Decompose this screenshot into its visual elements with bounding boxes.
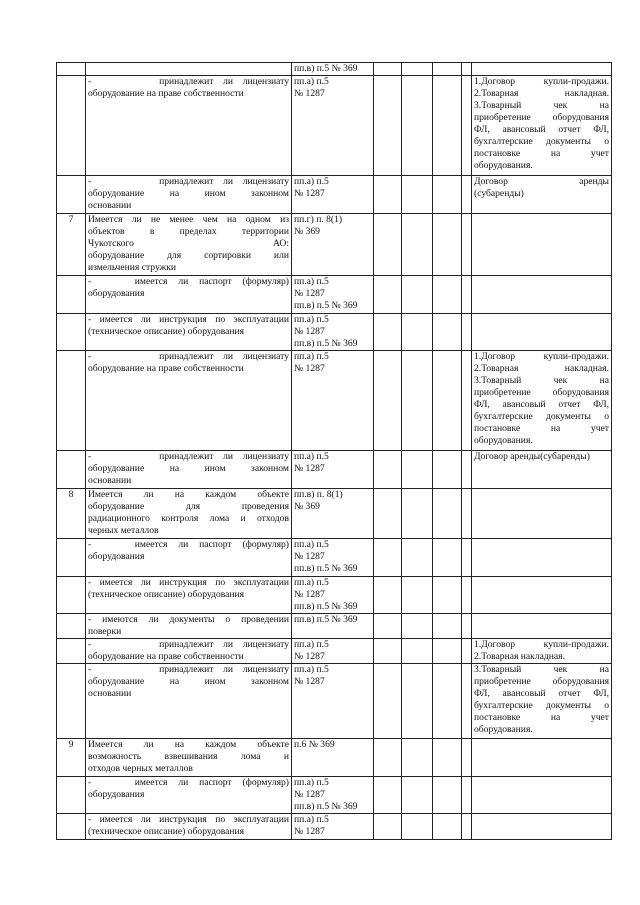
reference-cell-line: пп.а) п.5 bbox=[294, 351, 329, 362]
reference-cell bbox=[292, 739, 374, 777]
question-cell-line: Имеется ли на каждом объекте bbox=[88, 489, 289, 500]
answer-no-cell bbox=[402, 614, 433, 639]
spacer-cell bbox=[462, 639, 472, 664]
spacer-cell bbox=[462, 314, 472, 351]
documents-cell bbox=[472, 76, 612, 176]
table-row bbox=[57, 214, 612, 276]
reference-cell bbox=[292, 577, 374, 614]
item-number bbox=[57, 276, 86, 314]
question-cell-line: оборудование на праве собственности bbox=[88, 88, 244, 99]
spacer-cell bbox=[462, 739, 472, 777]
answer-yes-cell bbox=[374, 664, 402, 739]
reference-cell-line: пп.в) п. 8(1) bbox=[294, 489, 343, 500]
spacer-cell bbox=[462, 539, 472, 577]
answer-na-cell bbox=[433, 664, 462, 739]
answer-yes-cell bbox=[374, 489, 402, 539]
answer-na-cell bbox=[433, 777, 462, 814]
checklist-body bbox=[57, 63, 612, 840]
spacer-cell bbox=[462, 451, 472, 489]
reference-cell-line: № 1287 bbox=[294, 363, 325, 374]
reference-cell-line: пп.а) п.5 bbox=[294, 314, 329, 325]
spacer-cell bbox=[462, 489, 472, 539]
reference-cell-line: пп.г) п. 8(1) bbox=[294, 214, 343, 225]
answer-yes-cell bbox=[374, 614, 402, 639]
question-cell bbox=[86, 76, 292, 176]
reference-cell-line: пп.а) п.5 bbox=[294, 639, 329, 650]
documents-cell bbox=[472, 539, 612, 577]
question-cell-line: Имеется ли на каждом объекте bbox=[88, 739, 289, 750]
reference-cell-line: № 1287 bbox=[294, 463, 325, 474]
reference-cell-line: пп.в) п.5 № 369 bbox=[294, 614, 358, 625]
answer-no-cell bbox=[402, 351, 433, 451]
question-cell-line: поверки bbox=[88, 626, 122, 637]
table-row bbox=[57, 314, 612, 351]
reference-cell-line: № 1287 bbox=[294, 789, 325, 800]
reference-cell bbox=[292, 664, 374, 739]
question-cell bbox=[86, 739, 292, 777]
documents-cell bbox=[472, 614, 612, 639]
item-number bbox=[57, 614, 86, 639]
answer-no-cell bbox=[402, 777, 433, 814]
question-cell-line: оборудование на ином законном bbox=[88, 676, 289, 687]
answer-yes-cell bbox=[374, 539, 402, 577]
answer-yes-cell bbox=[374, 814, 402, 840]
documents-cell-line: бухгалтерские документы о bbox=[474, 700, 609, 711]
answer-na-cell bbox=[433, 351, 462, 451]
answer-no-cell bbox=[402, 664, 433, 739]
question-cell bbox=[86, 314, 292, 351]
reference-cell-line: пп.а) п.5 bbox=[294, 539, 329, 550]
answer-na-cell bbox=[433, 451, 462, 489]
spacer-cell bbox=[462, 664, 472, 739]
documents-cell bbox=[472, 214, 612, 276]
answer-na-cell bbox=[433, 63, 462, 76]
answer-no-cell bbox=[402, 814, 433, 840]
answer-yes-cell bbox=[374, 214, 402, 276]
reference-cell-line: № 1287 bbox=[294, 288, 325, 299]
answer-na-cell bbox=[433, 276, 462, 314]
question-cell-line: (техническое описание) оборудования bbox=[88, 826, 245, 837]
table-row bbox=[57, 639, 612, 664]
answer-na-cell bbox=[433, 539, 462, 577]
question-cell bbox=[86, 276, 292, 314]
question-cell-line: оборудования bbox=[88, 288, 145, 299]
question-cell bbox=[86, 577, 292, 614]
question-cell bbox=[86, 451, 292, 489]
documents-cell-line: (субаренды) bbox=[474, 188, 524, 199]
spacer-cell bbox=[462, 614, 472, 639]
documents-cell-line: Договор аренды(субаренды) bbox=[474, 451, 590, 462]
documents-cell-line: оборудования. bbox=[474, 724, 533, 735]
question-cell-line: Имеется ли не менее чем на одном из bbox=[88, 214, 289, 225]
question-cell-line: - имеется ли инструкция по эксплуатации bbox=[88, 577, 289, 588]
question-cell bbox=[86, 214, 292, 276]
question-cell-line: оборудование для сортировки или bbox=[88, 250, 289, 261]
reference-cell-line: № 1287 bbox=[294, 551, 325, 562]
answer-yes-cell bbox=[374, 63, 402, 76]
documents-cell bbox=[472, 739, 612, 777]
question-cell-line: оборудование на праве собственности bbox=[88, 363, 244, 374]
question-cell-line: объектов в пределах территории bbox=[88, 226, 289, 237]
reference-cell bbox=[292, 451, 374, 489]
question-cell-line: - имеются ли документы о проведении bbox=[88, 614, 289, 625]
documents-cell-line: 1.Договор купли-продажи. bbox=[474, 351, 609, 362]
reference-cell-line: пп.в) п.5 № 369 bbox=[294, 563, 358, 574]
question-cell-line: оборудование на ином законном bbox=[88, 188, 289, 199]
documents-cell-line: оборудования. bbox=[474, 160, 533, 171]
documents-cell-line: приобретение оборудования bbox=[474, 676, 609, 687]
reference-cell-line: пп.а) п.5 bbox=[294, 777, 329, 788]
answer-no-cell bbox=[402, 577, 433, 614]
reference-cell-line: № 1287 bbox=[294, 826, 325, 837]
reference-cell-line: пп.а) п.5 bbox=[294, 176, 329, 187]
documents-cell-line: ФЛ, авансовый отчет ФЛ, bbox=[474, 399, 609, 410]
question-cell-line: - имеется ли инструкция по эксплуатации bbox=[88, 314, 289, 325]
answer-no-cell bbox=[402, 214, 433, 276]
answer-yes-cell bbox=[374, 176, 402, 214]
table-row bbox=[57, 76, 612, 176]
spacer-cell bbox=[462, 214, 472, 276]
question-cell bbox=[86, 639, 292, 664]
reference-cell-line: пп.а) п.5 bbox=[294, 276, 329, 287]
reference-cell bbox=[292, 176, 374, 214]
item-number: 9 bbox=[57, 739, 86, 777]
reference-cell-line: пп.в) п.5 № 369 bbox=[294, 801, 358, 812]
documents-cell bbox=[472, 577, 612, 614]
question-cell-line: оборудование на праве собственности bbox=[88, 651, 244, 662]
question-cell-line: оборудования bbox=[88, 551, 145, 562]
item-number bbox=[57, 451, 86, 489]
table-row bbox=[57, 614, 612, 639]
spacer-cell bbox=[462, 577, 472, 614]
answer-no-cell bbox=[402, 489, 433, 539]
table-row bbox=[57, 739, 612, 777]
table-row bbox=[57, 351, 612, 451]
reference-cell-line: пп.в) п.5 № 369 bbox=[294, 300, 358, 311]
table-row bbox=[57, 176, 612, 214]
question-cell bbox=[86, 664, 292, 739]
reference-cell-line: пп.а) п.5 bbox=[294, 577, 329, 588]
reference-cell-line: п.6 № 369 bbox=[294, 739, 335, 750]
reference-cell-line: пп.а) п.5 bbox=[294, 451, 329, 462]
answer-yes-cell bbox=[374, 577, 402, 614]
documents-cell bbox=[472, 639, 612, 664]
question-cell-line: оборудование на ином законном bbox=[88, 463, 289, 474]
question-cell-line: (техническое описание) оборудования bbox=[88, 326, 245, 337]
documents-cell bbox=[472, 176, 612, 214]
documents-cell bbox=[472, 451, 612, 489]
answer-no-cell bbox=[402, 276, 433, 314]
spacer-cell bbox=[462, 63, 472, 76]
reference-cell-line: № 369 bbox=[294, 226, 320, 237]
documents-cell-line: оборудования. bbox=[474, 435, 533, 446]
item-number: 7 bbox=[57, 214, 86, 276]
documents-cell bbox=[472, 664, 612, 739]
answer-yes-cell bbox=[374, 314, 402, 351]
reference-cell-line: пп.а) п.5 bbox=[294, 814, 329, 825]
answer-no-cell bbox=[402, 314, 433, 351]
item-number bbox=[57, 351, 86, 451]
answer-na-cell bbox=[433, 489, 462, 539]
documents-cell-line: постановке на учет bbox=[474, 423, 609, 434]
question-cell bbox=[86, 351, 292, 451]
table-row bbox=[57, 539, 612, 577]
question-cell bbox=[86, 777, 292, 814]
question-cell-line: (техническое описание) оборудования bbox=[88, 589, 245, 600]
documents-cell-line: 1.Договор купли-продажи. bbox=[474, 76, 609, 87]
answer-na-cell bbox=[433, 814, 462, 840]
answer-no-cell bbox=[402, 639, 433, 664]
reference-cell bbox=[292, 214, 374, 276]
documents-cell bbox=[472, 63, 612, 76]
table-row bbox=[57, 276, 612, 314]
answer-na-cell bbox=[433, 639, 462, 664]
reference-cell-line: № 1287 bbox=[294, 651, 325, 662]
answer-no-cell bbox=[402, 63, 433, 76]
item-number bbox=[57, 539, 86, 577]
question-cell bbox=[86, 176, 292, 214]
documents-cell bbox=[472, 777, 612, 814]
documents-cell-line: 2.Товарная накладная. bbox=[474, 651, 565, 662]
table-row bbox=[57, 577, 612, 614]
reference-cell bbox=[292, 639, 374, 664]
reference-cell bbox=[292, 63, 374, 76]
answer-no-cell bbox=[402, 76, 433, 176]
answer-na-cell bbox=[433, 739, 462, 777]
documents-cell-line: бухгалтерские документы о bbox=[474, 411, 609, 422]
item-number bbox=[57, 63, 86, 76]
answer-na-cell bbox=[433, 214, 462, 276]
documents-cell-line: приобретение оборудования bbox=[474, 387, 609, 398]
reference-cell-line: пп.а) п.5 bbox=[294, 76, 329, 87]
question-cell-line: - принадлежит ли лицензиату bbox=[88, 351, 289, 362]
spacer-cell bbox=[462, 777, 472, 814]
question-cell-line: - имеется ли паспорт (формуляр) bbox=[88, 539, 289, 550]
question-cell-line: отходов черных металлов bbox=[88, 763, 193, 774]
reference-cell bbox=[292, 814, 374, 840]
answer-no-cell bbox=[402, 539, 433, 577]
answer-yes-cell bbox=[374, 739, 402, 777]
documents-cell-line: 2.Товарная накладная. bbox=[474, 88, 609, 99]
table-row bbox=[57, 664, 612, 739]
spacer-cell bbox=[462, 351, 472, 451]
item-number bbox=[57, 814, 86, 840]
question-cell-line: основании bbox=[88, 688, 132, 699]
question-cell-line: возможность взвешивания лома и bbox=[88, 751, 289, 762]
table-row bbox=[57, 777, 612, 814]
question-cell-line: оборудование для проведения bbox=[88, 501, 289, 512]
documents-cell-line: бухгалтерские документы о bbox=[474, 136, 609, 147]
reference-cell bbox=[292, 351, 374, 451]
documents-cell bbox=[472, 314, 612, 351]
item-number: 8 bbox=[57, 489, 86, 539]
answer-yes-cell bbox=[374, 451, 402, 489]
question-cell-line: - имеется ли паспорт (формуляр) bbox=[88, 276, 289, 287]
documents-cell-line: ФЛ, авансовый отчет ФЛ, bbox=[474, 688, 609, 699]
reference-cell bbox=[292, 777, 374, 814]
question-cell-line: - принадлежит ли лицензиату bbox=[88, 76, 289, 87]
spacer-cell bbox=[462, 176, 472, 214]
answer-na-cell bbox=[433, 314, 462, 351]
reference-cell-line: пп.в) п.5 № 369 bbox=[294, 338, 358, 349]
reference-cell bbox=[292, 314, 374, 351]
reference-cell-line: № 1287 bbox=[294, 188, 325, 199]
reference-cell bbox=[292, 539, 374, 577]
reference-cell-line: пп.в) п.5 № 369 bbox=[294, 601, 358, 612]
question-cell bbox=[86, 614, 292, 639]
question-cell bbox=[86, 489, 292, 539]
documents-cell-line: 3.Товарный чек на bbox=[474, 664, 609, 675]
answer-na-cell bbox=[433, 577, 462, 614]
answer-no-cell bbox=[402, 451, 433, 489]
table-row bbox=[57, 489, 612, 539]
item-number bbox=[57, 314, 86, 351]
answer-na-cell bbox=[433, 614, 462, 639]
answer-yes-cell bbox=[374, 639, 402, 664]
question-cell-line: - принадлежит ли лицензиату bbox=[88, 639, 289, 650]
checklist-table bbox=[56, 62, 612, 840]
reference-cell-line: № 1287 bbox=[294, 326, 325, 337]
documents-cell-line: 1.Договор купли-продажи. bbox=[474, 639, 609, 650]
reference-cell bbox=[292, 489, 374, 539]
question-cell-line: - принадлежит ли лицензиату bbox=[88, 451, 289, 462]
reference-cell-line: № 1287 bbox=[294, 676, 325, 687]
reference-cell bbox=[292, 276, 374, 314]
question-cell-line: Чукотского АО: bbox=[88, 238, 289, 249]
question-cell bbox=[86, 814, 292, 840]
documents-cell bbox=[472, 814, 612, 840]
question-cell-line: черных металлов bbox=[88, 525, 159, 536]
question-cell-line: основании bbox=[88, 200, 132, 211]
question-cell-line: - принадлежит ли лицензиату bbox=[88, 176, 289, 187]
answer-na-cell bbox=[433, 76, 462, 176]
documents-cell-line: ФЛ, авансовый отчет ФЛ, bbox=[474, 124, 609, 135]
documents-cell-line: 3.Товарный чек на bbox=[474, 375, 609, 386]
documents-cell bbox=[472, 351, 612, 451]
documents-cell-line: 2.Товарная накладная. bbox=[474, 363, 609, 374]
documents-cell-line: 3.Товарный чек на bbox=[474, 100, 609, 111]
answer-no-cell bbox=[402, 176, 433, 214]
reference-cell-line: № 1287 bbox=[294, 88, 325, 99]
spacer-cell bbox=[462, 814, 472, 840]
answer-yes-cell bbox=[374, 76, 402, 176]
reference-cell bbox=[292, 614, 374, 639]
item-number bbox=[57, 577, 86, 614]
table-row bbox=[57, 814, 612, 840]
answer-na-cell bbox=[433, 176, 462, 214]
reference-cell-line: № 369 bbox=[294, 501, 320, 512]
documents-cell-line: Договор аренды bbox=[474, 176, 609, 187]
table-row bbox=[57, 451, 612, 489]
documents-cell-line: приобретение оборудования bbox=[474, 112, 609, 123]
reference-cell-line: пп.в) п.5 № 369 bbox=[294, 63, 358, 74]
question-cell-line: основании bbox=[88, 475, 132, 486]
reference-cell-line: № 1287 bbox=[294, 589, 325, 600]
question-cell-line: - принадлежит ли лицензиату bbox=[88, 664, 289, 675]
documents-cell bbox=[472, 276, 612, 314]
answer-no-cell bbox=[402, 739, 433, 777]
question-cell-line: измельчения стружки bbox=[88, 262, 177, 273]
item-number bbox=[57, 176, 86, 214]
question-cell-line: оборудования bbox=[88, 789, 145, 800]
documents-cell-line: постановке на учет bbox=[474, 712, 609, 723]
question-cell-line: радиационного контроля лома и отходов bbox=[88, 513, 289, 524]
item-number bbox=[57, 76, 86, 176]
item-number bbox=[57, 664, 86, 739]
item-number bbox=[57, 639, 86, 664]
documents-cell-line: постановке на учет bbox=[474, 148, 609, 159]
reference-cell bbox=[292, 76, 374, 176]
reference-cell-line: пп.а) п.5 bbox=[294, 664, 329, 675]
question-cell-line: - имеется ли паспорт (формуляр) bbox=[88, 777, 289, 788]
question-cell bbox=[86, 539, 292, 577]
table-row bbox=[57, 63, 612, 76]
spacer-cell bbox=[462, 76, 472, 176]
answer-yes-cell bbox=[374, 777, 402, 814]
answer-yes-cell bbox=[374, 351, 402, 451]
answer-yes-cell bbox=[374, 276, 402, 314]
question-cell-line: - имеется ли инструкция по эксплуатации bbox=[88, 814, 289, 825]
documents-cell bbox=[472, 489, 612, 539]
question-cell bbox=[86, 63, 292, 76]
spacer-cell bbox=[462, 276, 472, 314]
item-number bbox=[57, 777, 86, 814]
